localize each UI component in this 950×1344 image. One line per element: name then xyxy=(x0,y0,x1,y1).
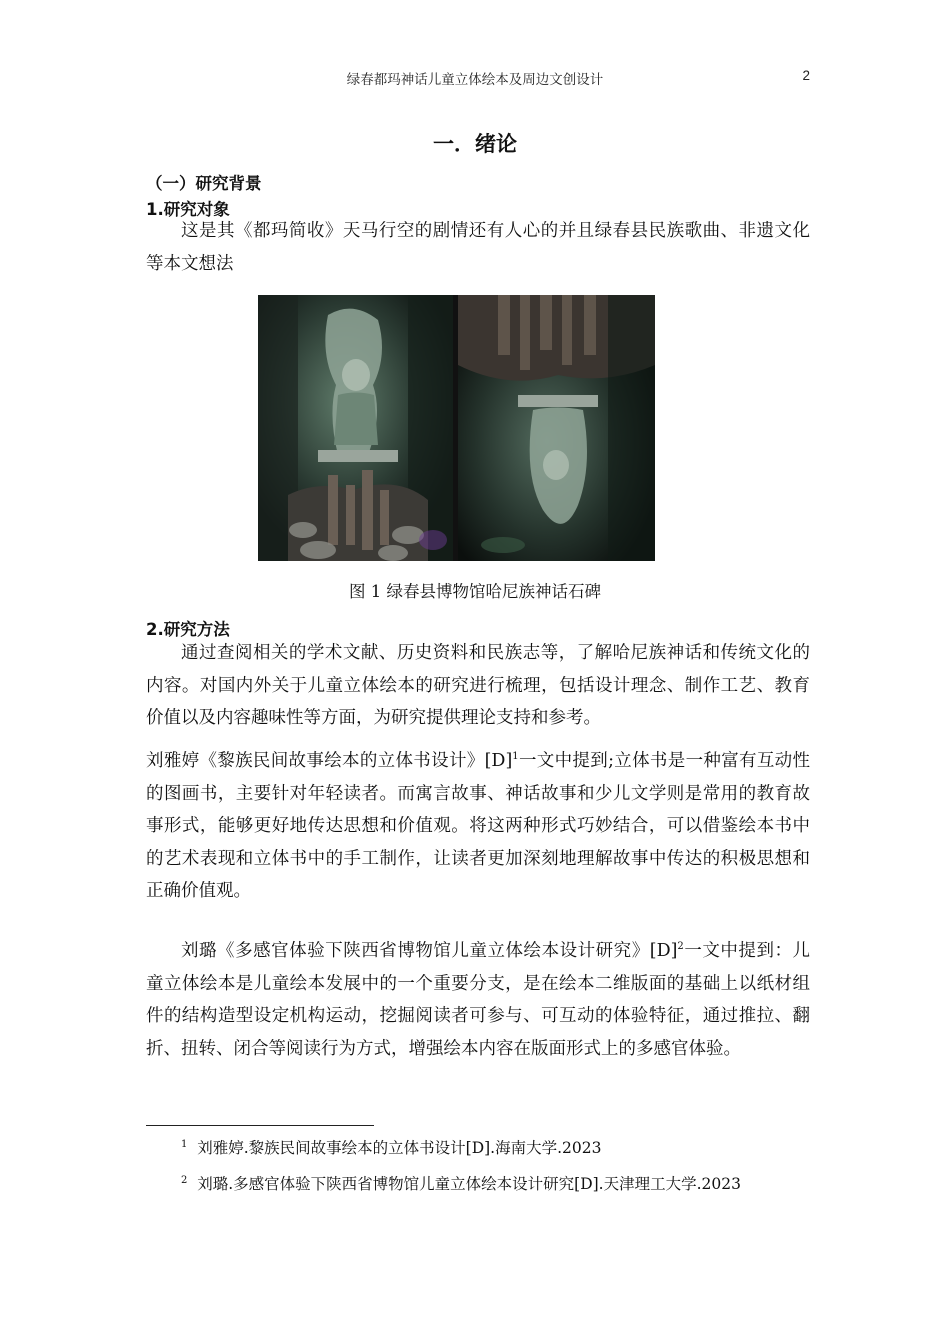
paragraph-liu-lu-citation xyxy=(146,935,810,1065)
citation-body: 一文中提到：儿童立体绘本是儿童绘本发展中的一个重要分支，是在绘本二维版面的基础上以纸材组件的结构造型设定机构运动，挖掘阅读者可参与、可互动的体验特征，通过推拉、翻折、扭转、闭合等阅读行为方式，增强绘本内容在版面形式上的多感官体验。 xyxy=(146,941,810,1059)
citation-lead: 刘璐《多感官体验下陕西省博物馆儿童立体绘本设计研究》[D] xyxy=(181,941,678,961)
paragraph-liu-yating-citation xyxy=(146,745,810,908)
footnote-mark: 2 xyxy=(181,1174,188,1186)
photo-left-stone-statue xyxy=(258,295,453,561)
footnote-mark: 1 xyxy=(181,1138,188,1150)
subsection-heading-research-method: 2.研究方法 xyxy=(146,620,230,639)
section-heading-research-background: （一）研究背景 xyxy=(146,174,262,193)
citation-lead: 刘雅婷《黎族民间故事绘本的立体书设计》[D] xyxy=(146,751,513,771)
citation-body: 一文中提到;立体书是一种富有互动性的图画书，主要针对年轻读者。而寓言故事、神话故事和少儿文学则是常用的教育故事形式，能够更好地传达思想和价值观。将这两种形式巧妙结合，可以借鉴绘本书中的艺术表现和立体书中的手工制作，让读者更加深刻地理解故事中传达的积极思想和正确价值观。 xyxy=(146,751,810,901)
page-number: 2 xyxy=(802,68,810,83)
figure-caption: 图 1 绿春县博物馆哈尼族神话石碑 xyxy=(349,582,601,601)
footnote-ref-1[interactable]: 1 xyxy=(512,751,519,763)
footnote-text: 刘雅婷.黎族民间故事绘本的立体书设计[D].海南大学.2023 xyxy=(197,1139,602,1157)
footnote-text: 刘璐.多感官体验下陕西省博物馆儿童立体绘本设计研究[D].天津理工大学.2023 xyxy=(197,1175,741,1193)
footnote-ref-2[interactable]: 2 xyxy=(677,941,684,953)
photo-right-inverted-stone xyxy=(458,295,655,561)
chapter-title: 一．绪论 xyxy=(433,132,517,156)
paragraph-research-object: 这是其《都玛简收》天马行空的剧情还有人心的并且绿春县民族歌曲、非遗文化等本文想法 xyxy=(146,221,810,274)
figure-museum-stone-photos xyxy=(258,295,655,561)
footnote-2 xyxy=(146,1169,810,1199)
running-title: 绿春都玛神话儿童立体绘本及周边文创设计 xyxy=(346,72,604,88)
paragraph-research-method: 通过查阅相关的学术文献、历史资料和民族志等，了解哈尼族神话和传统文化的内容。对国内外关于儿童立体绘本的研究进行梳理，包括设计理念、制作工艺、教育价值以及内容趣味性等方面，为研究提供理论支持和参考。 xyxy=(146,643,810,728)
subsection-heading-research-object: 1.研究对象 xyxy=(146,200,230,219)
footnote-1 xyxy=(146,1133,810,1163)
footnote-separator xyxy=(146,1125,374,1126)
